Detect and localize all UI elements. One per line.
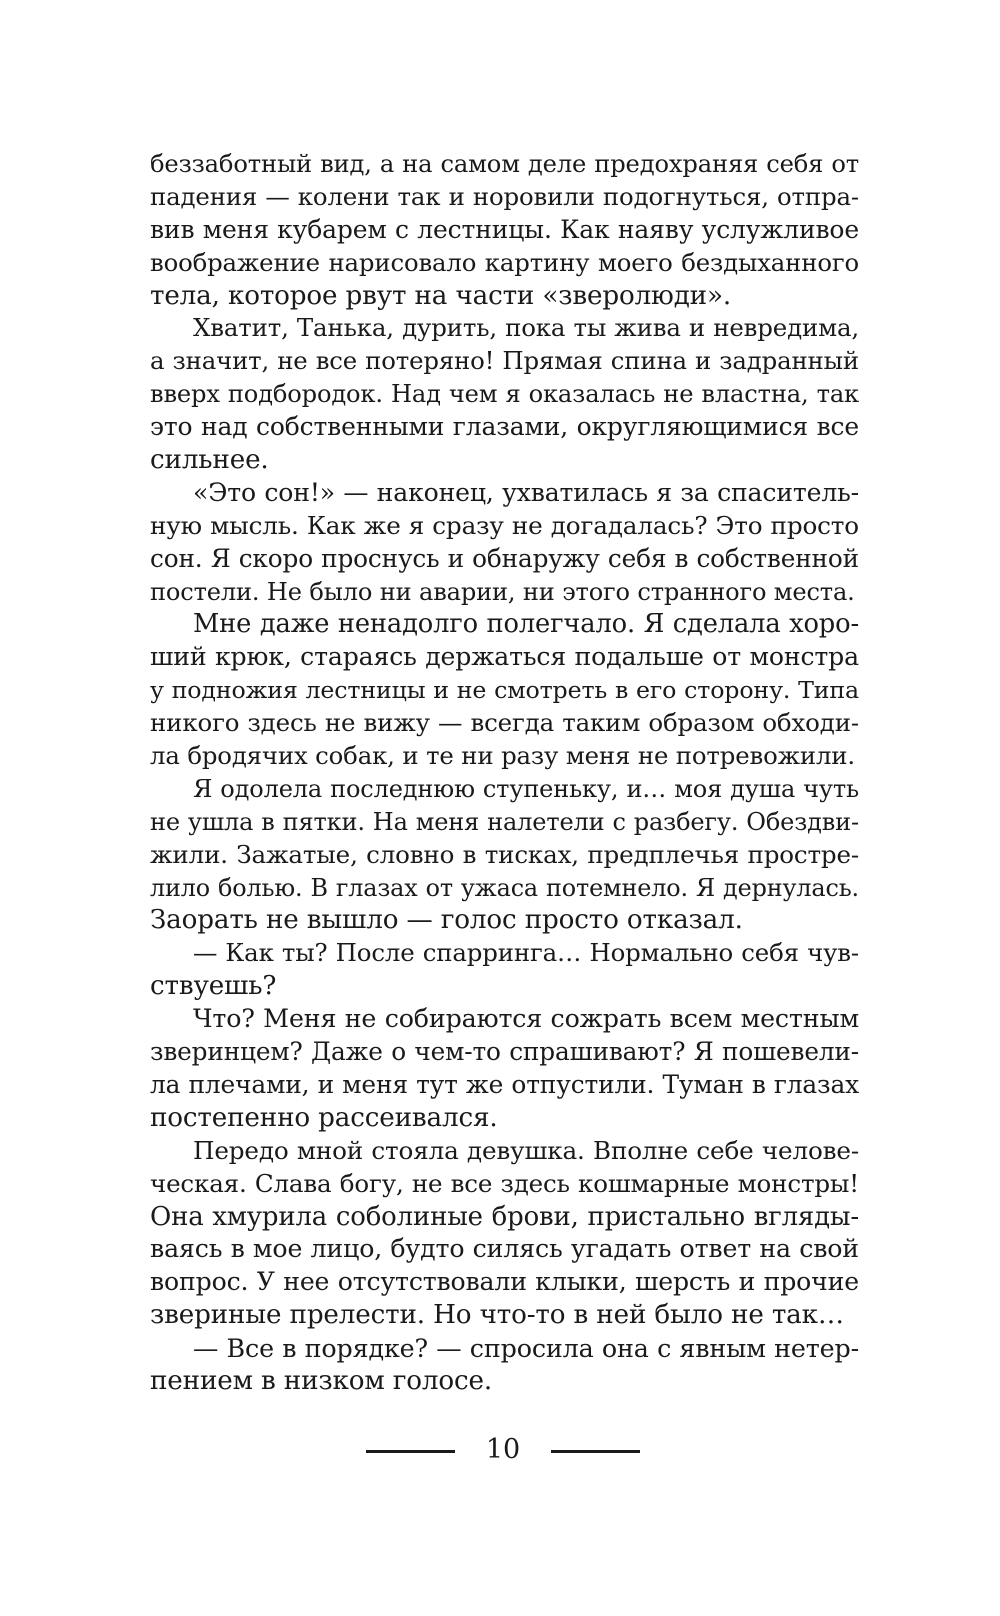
text-line: вверх подбородок. Над чем я оказалась не властна, так bbox=[150, 380, 859, 409]
text-line: беззаботный вид, а на самом деле предохраняя себя от bbox=[150, 150, 859, 178]
text-line: воображение нарисовало картину моего бездыханного bbox=[150, 247, 859, 277]
text-line: а значит, не все потеряно! Прямая спина и задранный bbox=[150, 346, 859, 376]
paragraph-first-line: «Это сон!» — наконец, ухватилась я за спаситель- bbox=[193, 477, 859, 507]
text-line: сон. Я скоро проснусь и обнаружу себя в собственной bbox=[150, 543, 859, 573]
text-line: вопрос. У нее отсутствовали клыки, шерсть и прочие bbox=[150, 1267, 859, 1297]
page-footer bbox=[0, 1430, 1000, 1474]
text-line: ший крюк, стараясь держаться подальше от монстра bbox=[150, 642, 859, 672]
text-line: ла плечами, и меня тут же отпустили. Туман в глазах bbox=[150, 1069, 859, 1099]
page-number: 10 bbox=[485, 1434, 521, 1465]
paragraph-first-line: Передо мной стояла девушка. Вполне себе челове- bbox=[193, 1135, 859, 1165]
text-line: ческая. Слава богу, не все здесь кошмарные монстры! bbox=[150, 1168, 859, 1198]
text-line: не ушла в пятки. На меня налетели с разбегу. Обездви- bbox=[150, 807, 859, 836]
text-line: вив меня кубарем с лестницы. Как наяву услужливое bbox=[150, 214, 859, 244]
dialogue-line: — Как ты? После спарринга… Нормально себя чув- bbox=[193, 938, 859, 968]
text-line: ную мысль. Как же я сразу не догадалась? Это просто bbox=[150, 510, 859, 540]
text-line: это над собственными глазами, округляющимися все bbox=[150, 412, 859, 442]
text-line: постели. Не было ни аварии, ни этого странного места. bbox=[150, 577, 855, 606]
footer-rule-right bbox=[551, 1450, 640, 1453]
text-line: никого здесь не вижу — всегда таким образом обходи- bbox=[150, 708, 859, 738]
footer-rule-left bbox=[366, 1450, 455, 1453]
text-line: ла бродячих собак, и те ни разу меня не потревожили. bbox=[150, 741, 855, 771]
text-line: у подножия лестницы и не смотреть в его сторону. Типа bbox=[150, 676, 859, 705]
text-line: звериные прелести. Но что-то в ней было не так… bbox=[150, 1300, 844, 1331]
text-line: тела, которое рвут на части «зверолюди». bbox=[150, 280, 732, 311]
text-line: ваясь в мое лицо, будто силясь угадать ответ на свой bbox=[150, 1234, 859, 1264]
text-line: ствуешь? bbox=[150, 971, 277, 1002]
paragraph-first-line: Хватит, Танька, дурить, пока ты жива и невредима, bbox=[193, 313, 859, 343]
paragraph-first-line: Мне даже ненадолго полегчало. Я сделала хоро- bbox=[193, 609, 859, 640]
text-line: Заорать не вышло — голос просто отказал. bbox=[150, 905, 743, 936]
text-line: пением в низком голосе. bbox=[150, 1365, 493, 1396]
text-line: падения — колени так и норовили подогнуться, отпра- bbox=[150, 181, 859, 211]
paragraph-first-line: Я одолела последнюю ступеньку, и… моя душа чуть bbox=[193, 774, 859, 803]
text-line: лило болью. В глазах от ужаса потемнело. Я дернулась. bbox=[150, 873, 859, 902]
text-line: Она хмурила соболиные брови, пристально вгляды- bbox=[150, 1201, 859, 1232]
body-text bbox=[150, 148, 859, 1398]
text-line: зверинцем? Даже о чем-то спрашивают? Я пошевели- bbox=[150, 1037, 859, 1067]
text-line: постепенно рассеивался. bbox=[150, 1102, 498, 1133]
text-line: сильнее. bbox=[150, 445, 269, 476]
text-line: жили. Зажатые, словно в тисках, предплечья простре- bbox=[150, 839, 859, 869]
dialogue-line: — Все в порядке? — спросила она с явным нетер- bbox=[193, 1333, 859, 1364]
paragraph-first-line: Что? Меня не собираются сожрать всем местным bbox=[193, 1004, 859, 1034]
